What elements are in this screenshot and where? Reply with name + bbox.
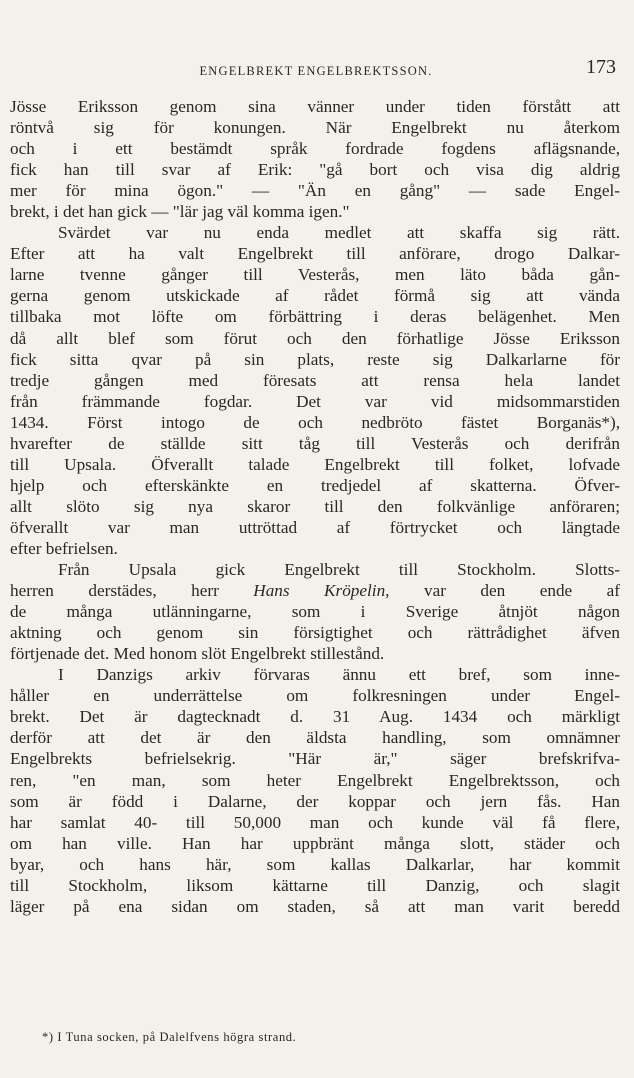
text-line: hvarefter de ställde sitt tåg till Vesterås och derifrån: [10, 433, 620, 453]
text-line: Från Upsala gick Engelbrekt till Stockholm. Slotts-: [58, 560, 620, 580]
text-line: brekt, i det han gick — "lär jag väl komma igen.": [10, 202, 350, 222]
text-line: ren, "en man, som heter Engelbrekt Engelbrektsson, och: [10, 770, 620, 790]
text-line: om han ville. Han har uppbränt många slott, städer och: [10, 833, 620, 853]
italic-name: Hans Kröpelin,: [253, 581, 390, 601]
text-fragment: var den ende af: [389, 581, 620, 601]
text-line: gerna genom utskickade af rådet förmå sig att vända: [10, 286, 620, 306]
text-line: som är född i Dalarne, der koppar och jern fås. Han: [10, 791, 620, 811]
text-line: aktning och genom sin försigtighet och rättrådighet äfven: [10, 623, 620, 643]
text-line: I Danzigs arkiv förvaras ännu ett bref, som inne-: [58, 665, 620, 685]
text-line: hjelp och efterskänkte en tredjedel af skatterna. Öfver-: [10, 475, 620, 495]
text-line: byar, och hans här, som kallas Dalkarlar, har kommit: [10, 854, 620, 874]
text-line: röntvå sig för konungen. När Engelbrekt nu återkom: [10, 118, 620, 138]
text-line: Jösse Eriksson genom sina vänner under tiden förstått att: [10, 97, 620, 116]
body-text: [10, 96, 620, 917]
text-line: då allt blef som förut och den förhatlige Jösse Eriksson: [10, 328, 620, 348]
text-line: har samlat 40- till 50,000 man och kunde väl få flere,: [10, 812, 620, 832]
text-line: fick sitta qvar på sin plats, reste sig Dalkarlarne för: [10, 349, 620, 369]
text-line: efter befrielsen.: [10, 538, 118, 558]
text-line: från främmande fogdar. Det var vid midsommarstiden: [10, 391, 620, 411]
text-line: tillbaka mot löfte om förbättring i deras belägenhet. Men: [10, 307, 620, 327]
text-line: till Stockholm, liksom kättarne till Danzig, och slagit: [10, 875, 620, 895]
text-line: tredje gången med föresats att rensa hela landet: [10, 370, 620, 390]
text-line: mer för mina ögon." — "Än en gång" — sade Engel-: [10, 181, 620, 201]
text-line: och i ett bestämdt språk fordrade fogdens aflägsnande,: [10, 139, 620, 159]
text-line: derför att det är den äldsta handling, som omnämner: [10, 728, 620, 748]
footnote: *) I Tuna socken, på Dalelfvens högra strand.: [42, 1030, 297, 1044]
page-header: [10, 56, 622, 84]
text-line: förtjenade det. Med honom slöt Engelbrekt stillestånd.: [10, 644, 385, 664]
text-line: brekt. Det är dagtecknadt d. 31 Aug. 1434 och märkligt: [10, 707, 620, 727]
text-line: allt slöto sig nya skaror till den folkvänlige anföraren;: [10, 496, 620, 516]
text-line: öfverallt var man uttröttad af förtrycket och längtade: [10, 517, 620, 537]
text-line: Engelbrekts befrielsekrig. "Här är," säger brefskrifva-: [10, 749, 620, 769]
text-line: håller en underrättelse om folkresningen under Engel-: [10, 686, 620, 706]
text-line: 1434. Först intogo de och nedbröto fästet Borganäs*),: [10, 412, 620, 432]
text-line: [10, 580, 620, 601]
text-line: fick han till svar af Erik: "gå bort och visa dig aldrig: [10, 160, 620, 180]
text-line: larne tvenne gånger till Vesterås, men läto båda gån-: [10, 265, 620, 285]
text-line: de många utlänningarne, som i Sverige åtnjöt någon: [10, 602, 620, 622]
text-fragment: herren derstädes, herr: [10, 581, 254, 601]
running-title: ENGELBREKT ENGELBREKTSSON.: [199, 64, 433, 78]
text-line: till Upsala. Öfverallt talade Engelbrekt till folket, lofvade: [10, 454, 620, 474]
text-line: Efter att ha valt Engelbrekt till anförare, drogo Dalkar-: [10, 244, 620, 264]
text-line: läger på ena sidan om staden, så att man varit beredd: [10, 896, 620, 916]
page-number: 173: [586, 56, 616, 78]
text-line: Svärdet var nu enda medlet att skaffa sig rätt.: [58, 223, 620, 243]
